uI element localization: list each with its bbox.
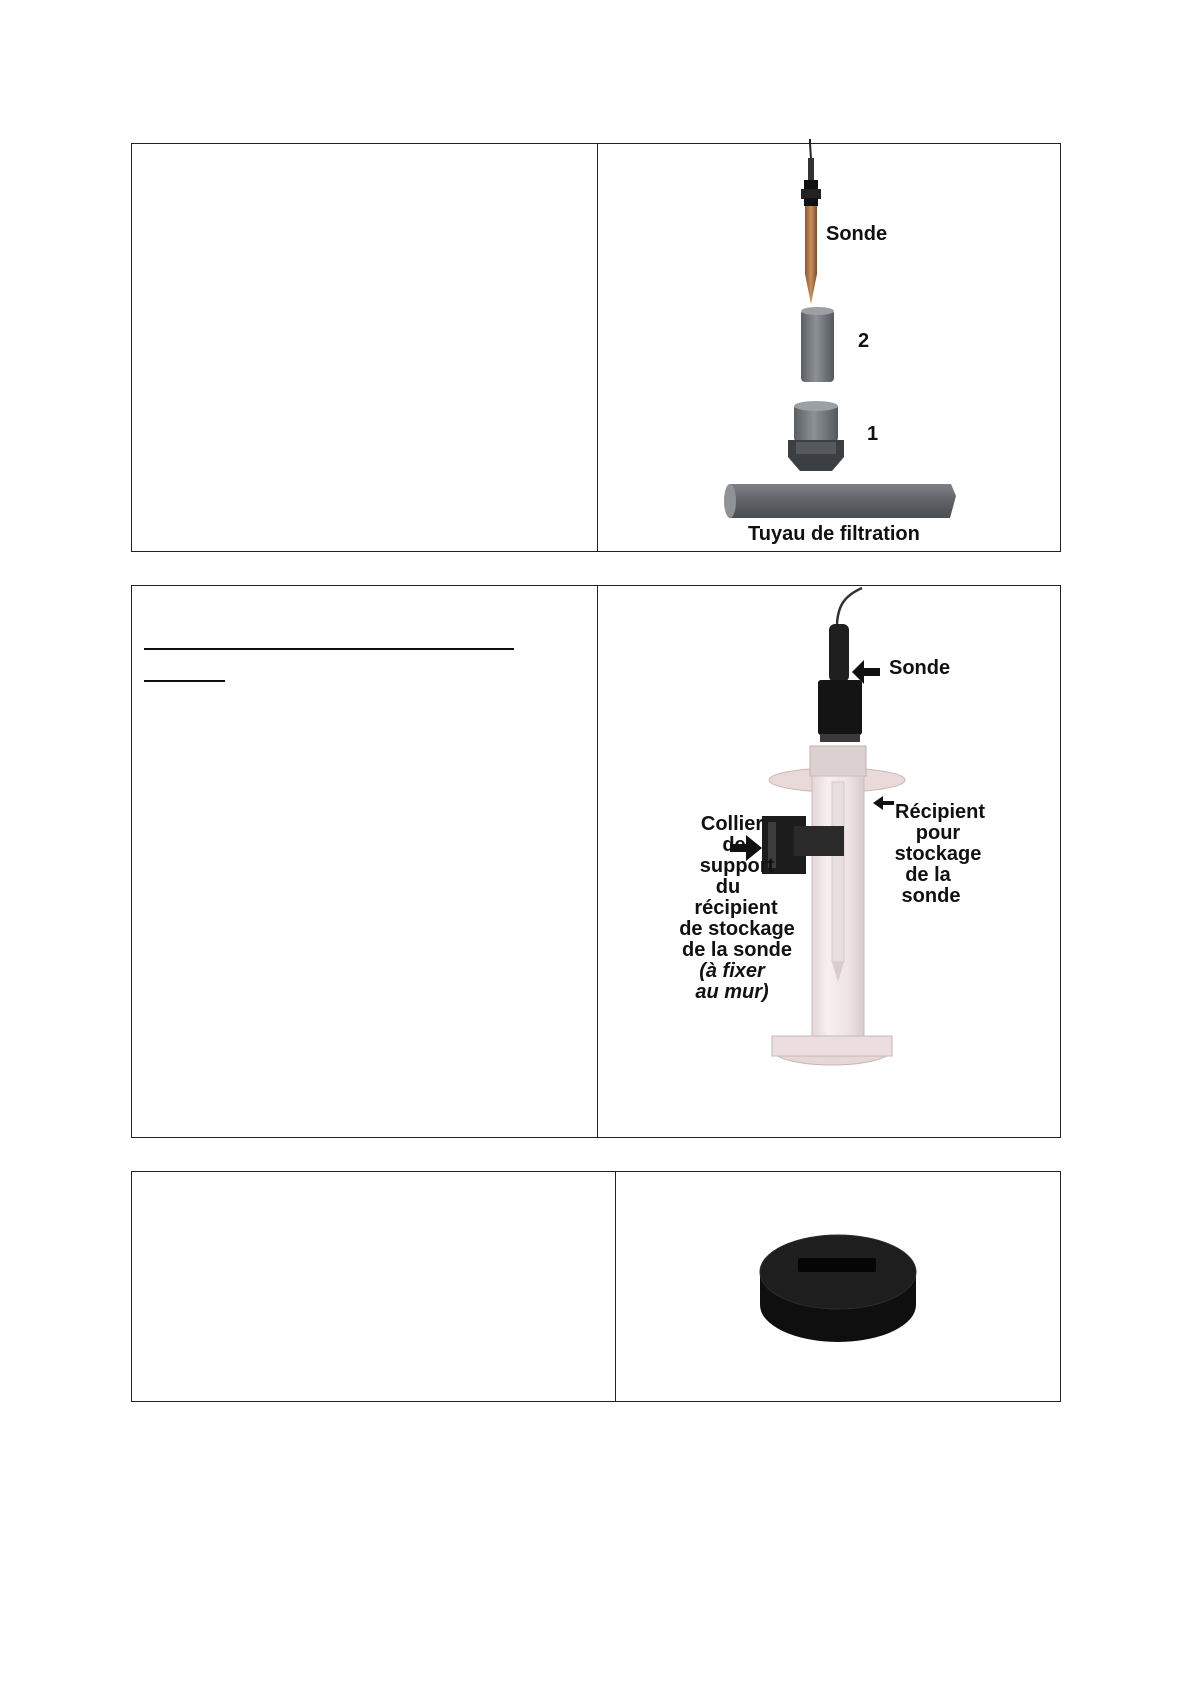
probe-illustration xyxy=(132,144,1062,553)
label-filtration-pipe: Tuyau de filtration xyxy=(748,523,920,545)
label-probe: Sonde xyxy=(826,223,888,245)
label-part-2: 2 xyxy=(858,330,870,352)
cap-illustration xyxy=(132,1172,1062,1403)
label-container: Récipient pour stockage de la sonde xyxy=(894,801,986,907)
panel-probe-assembly xyxy=(131,143,1061,552)
panel-probe-storage xyxy=(131,585,1061,1138)
label-clamp: Collier de support du récipient de stockage de la sonde (à fixer au mur) xyxy=(679,813,795,1003)
label-part-1: 1 xyxy=(867,423,879,445)
label-probe: Sonde xyxy=(889,657,951,679)
panel-cap xyxy=(131,1171,1061,1402)
